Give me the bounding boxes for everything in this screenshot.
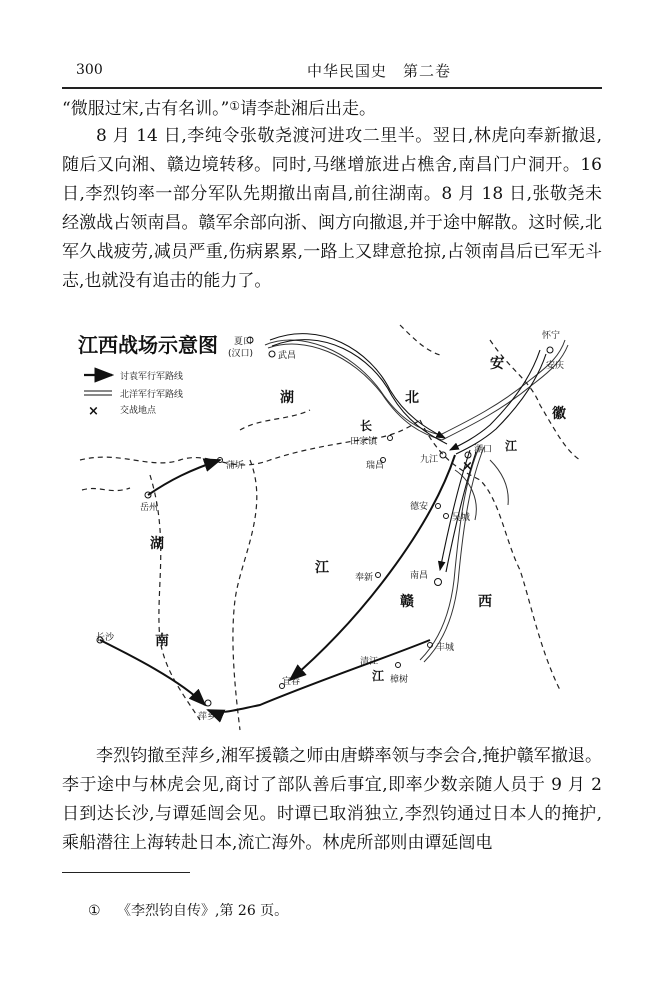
place-label: 吴城 — [452, 513, 471, 523]
jiangxi-battlefield-map — [60, 310, 600, 740]
place-label: 怀宁 — [542, 331, 561, 341]
paragraph-2: 8 月 14 日,李纯令张敬尧渡河进攻二里半。翌日,林虎向奉新撤退,随后又向湘、赣边境转移。同时,马继增旅进占樵舍,南昌门户洞开。16 日,李烈钧率一部分军队先期撤出南昌,前往湖南。8 月 18 日,张敬尧未经激战占领南昌。赣军余部向浙、闽方向撤退,并于途中解散。这时候,北军久战疲劳,减员严重,伤病累累,一路上又肆意抢掠,占领南昌后已军无斗志,也就没有追击的能力了。 — [62, 126, 602, 291]
footnote-text: 《李烈钧自传》,第 26 页。 — [117, 903, 289, 919]
header-rule — [62, 87, 602, 89]
running-title: 中华民国史 第二卷 — [307, 62, 452, 80]
region-label: 赣 — [400, 594, 414, 610]
place-label: 宜春 — [282, 677, 301, 687]
page-number: 300 — [76, 62, 103, 78]
footnote-rule — [62, 872, 190, 873]
region-label: 江 — [372, 669, 385, 683]
legend-beiyang-route: 北洋军行军路线 — [120, 390, 184, 400]
place-label: 德安 — [410, 502, 429, 512]
footnote — [88, 900, 288, 920]
region-label: 长 — [360, 419, 373, 433]
place-label: 长沙 — [96, 633, 115, 643]
place-label: 田家镇 — [350, 437, 378, 447]
place-label: 岳州 — [140, 503, 159, 513]
anti-yuan-routes — [100, 455, 455, 712]
region-label: 湖 — [150, 536, 164, 552]
map-legend — [84, 370, 183, 419]
paragraph-3: 李烈钧撤至萍乡,湘军援赣之师由唐蟒率领与李会合,掩护赣军撤退。李于途中与林虎会见,商讨了部队善后事宜,即率少数亲随人员于 9 月 2 日到达长沙,与谭延闿会见。时谭已取消独立,李烈钧通过日本人的掩护,乘船潜往上海转赴日本,流亡海外。林虎所部则由谭延闿电 — [62, 746, 602, 853]
map-title: 江西战场示意图 — [78, 333, 218, 357]
place-label: 樟树 — [390, 675, 409, 685]
place-label: 九江 — [420, 455, 439, 465]
region-labels — [150, 355, 566, 683]
place-label: 蒲圻 — [226, 461, 245, 471]
legend-anti-yuan-route: 讨袁军行军路线 — [120, 372, 184, 382]
region-label: 安 — [490, 356, 504, 372]
place-label: 南昌 — [410, 571, 429, 581]
place-label: 武昌 — [278, 351, 297, 361]
place-label: 湖口 — [474, 445, 493, 455]
place-label: 丰城 — [436, 643, 455, 653]
region-label: 北 — [405, 390, 419, 406]
region-label: 江 — [315, 560, 329, 576]
legend-battle-mark: × — [88, 404, 99, 419]
paragraph-1 — [62, 92, 602, 124]
battle-mark: × — [462, 459, 473, 474]
region-label: 徽 — [552, 406, 566, 422]
place-label: 安庆 — [546, 361, 565, 371]
place-label: 清江 — [360, 657, 379, 667]
region-label: 西 — [478, 594, 492, 610]
place-label: 瑞昌 — [366, 461, 385, 471]
region-label: 湖 — [280, 390, 294, 406]
footnote-mark: ① — [88, 903, 101, 919]
footnote-reference[interactable]: ① — [229, 99, 241, 113]
running-header — [62, 56, 602, 84]
paragraph-1-rest: 请李赴湘后出走。 — [240, 99, 377, 119]
place-label: 夏口 — [234, 337, 253, 347]
paragraph-1-quote: “微服过宋,古有名训。” — [62, 99, 230, 119]
place-label: 萍乡 — [198, 712, 217, 722]
place-label: (汉口) — [228, 349, 254, 359]
legend-battle-site: 交战地点 — [120, 406, 157, 416]
place-label: 奉新 — [355, 573, 374, 583]
region-label: 江 — [505, 439, 518, 453]
rivers — [265, 340, 568, 662]
region-label: 南 — [155, 633, 169, 649]
